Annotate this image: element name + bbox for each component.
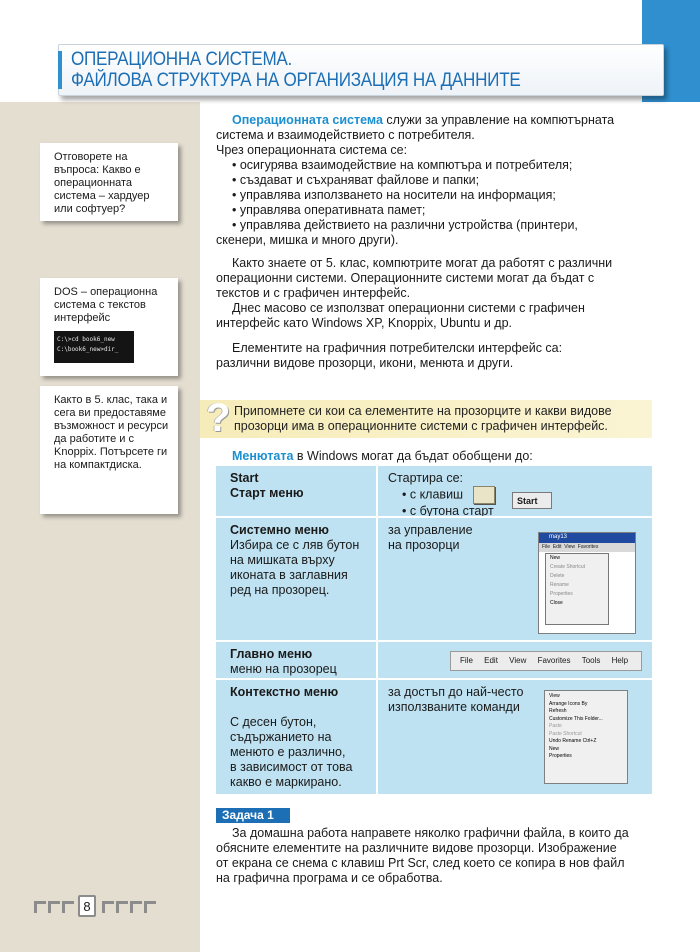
row-desc: за достъп до най-често <box>388 685 524 699</box>
main-menu-screenshot <box>450 651 642 671</box>
paragraph-line: Елементите на графичния потребителски интерфейс са: <box>232 341 563 355</box>
note-text: Отговорете на въпроса: Какво е операционната система – хардуер или софтуер? <box>54 151 150 215</box>
table-cell <box>378 518 652 640</box>
menu-label: Help <box>611 656 629 665</box>
row-desc: за управление <box>388 523 473 537</box>
menu-label: Favorites <box>577 544 599 550</box>
row-text: какво е маркирано. <box>230 775 342 789</box>
context-menu-screenshot <box>544 690 628 784</box>
list-item: • създават и съхраняват файлове и папки; <box>232 173 480 187</box>
task-label: Задача 1 <box>216 808 290 823</box>
window-caption: may13 <box>539 533 635 543</box>
chapter-title <box>58 44 664 96</box>
footer-corner-mark <box>62 901 74 913</box>
os-types-paragraph <box>216 256 656 331</box>
gui-elements-paragraph <box>216 341 656 371</box>
menu-label: View <box>509 656 527 665</box>
table-cell <box>216 518 378 640</box>
paragraph-line: За домашна работа направете няколко графични файла, в които да <box>232 826 629 840</box>
menu-types-table <box>216 466 652 794</box>
menu-item: New <box>549 745 560 752</box>
table-cell <box>378 642 652 678</box>
note-text: DOS – операционна система с текстов интерфейс <box>54 286 158 324</box>
title-accent <box>58 51 62 89</box>
row-text: менюто е различно, <box>230 745 346 759</box>
sidebar-question-note <box>40 143 178 221</box>
intro-text: скенери, мишка и много други). <box>216 233 399 247</box>
row-title: Start <box>230 471 259 485</box>
row-title: Контекстно меню <box>230 685 339 699</box>
menu-label: Edit <box>484 656 498 665</box>
start-button-image: Start <box>512 492 552 509</box>
menu-item: Paste <box>549 723 562 729</box>
title-line-1: ОПЕРАЦИОННА СИСТЕМА. <box>71 49 293 70</box>
remember-text <box>234 404 648 434</box>
table-cell <box>216 466 378 516</box>
dos-line: C:\>cd book6_new <box>57 336 115 343</box>
row-text: ред на прозорец. <box>230 583 330 597</box>
table-cell <box>378 466 652 516</box>
menu-item: Close <box>550 600 563 606</box>
footer-corner-mark <box>144 901 156 913</box>
paragraph-line: интерфейс като Windows XP, Knoppix, Ubuntu и др. <box>216 316 513 330</box>
row-text: съдържанието на <box>230 730 332 744</box>
footer-corner-mark <box>102 901 114 913</box>
menus-intro-text: в Windows могат да бъдат обобщени до: <box>293 449 533 463</box>
menu-label: File <box>542 544 551 550</box>
row-desc: Стартира се: <box>388 471 463 485</box>
table-cell <box>216 680 378 794</box>
task-paragraph <box>216 826 656 886</box>
table-row-main-menu <box>216 640 652 678</box>
row-title: Главно меню <box>230 647 313 661</box>
row-text: на мишката върху <box>230 553 335 567</box>
table-cell <box>216 642 378 678</box>
question-mark-icon: ? <box>206 396 231 440</box>
paragraph-line: различни видове прозорци, икони, менюта и други. <box>216 356 514 370</box>
window-menubar <box>539 543 635 552</box>
system-menu-dropdown <box>545 553 609 625</box>
page-number: 8 <box>78 895 96 917</box>
row-text: меню на прозорец <box>230 662 337 676</box>
intro-paragraph <box>216 113 656 248</box>
menu-label: Tools <box>581 656 601 665</box>
dos-screenshot <box>54 331 134 363</box>
term-os: Операционната система <box>232 113 383 127</box>
list-item: • осигурява взаимодействие на компютъра и потребителя; <box>232 158 573 172</box>
row-text: в зависимост от това <box>230 760 353 774</box>
sidebar-knoppix-note <box>40 386 178 514</box>
footer-corner-mark <box>130 901 142 913</box>
table-row-system-menu <box>216 516 652 640</box>
paragraph-line: Както знаете от 5. клас, компютрите могат да работят с различни <box>232 256 613 270</box>
system-menu-screenshot <box>538 532 636 634</box>
footer-corner-mark <box>116 901 128 913</box>
table-row-context-menu <box>216 678 652 794</box>
menu-item: Properties <box>550 591 573 597</box>
menu-item: New <box>550 555 561 561</box>
menu-item: Undo Rename Ctrl+Z <box>549 738 597 744</box>
menu-label: View <box>564 544 575 550</box>
list-item: • управлява използването на носители на информация; <box>232 188 556 202</box>
intro-text: система и взаимодействието с потребителя. <box>216 128 475 142</box>
row-desc: на прозорци <box>388 538 460 552</box>
row-text: Избира се с ляв бутон <box>230 538 360 552</box>
menu-item: Arrange Icons By <box>549 700 588 707</box>
menu-item: Create Shortcut <box>550 564 586 570</box>
paragraph-line: от екрана се снема с клавиш Prt Scr, след което се копира в нов файл <box>216 856 625 870</box>
list-item: • управлява действието на различни устройства (принтери, <box>232 218 578 232</box>
menu-label: Edit <box>552 544 562 550</box>
table-cell <box>378 680 652 794</box>
menu-label: Favorites <box>537 656 571 665</box>
keyboard-key-icon <box>473 486 495 504</box>
paragraph-line: на графична програма и се обработва. <box>216 871 443 885</box>
menus-intro <box>232 449 533 463</box>
menu-label: File <box>460 656 473 665</box>
table-row-start <box>216 466 652 516</box>
menu-item: Rename <box>550 582 569 588</box>
row-option: • с бутона старт <box>402 504 494 518</box>
footer-corner-mark <box>34 901 46 913</box>
row-title: Системно меню <box>230 523 329 537</box>
intro-text: служи за управление на компютърната <box>382 113 615 127</box>
paragraph-line: обясните елементите на различните видове прозорци. Изображение <box>216 841 617 855</box>
row-desc: използваните команди <box>388 700 520 714</box>
dos-line: C:\book6_new>dir_ <box>57 346 119 353</box>
page-footer <box>34 895 174 919</box>
menu-item: Refresh <box>549 708 567 714</box>
row-text: иконата в заглавния <box>230 568 348 582</box>
menu-item: Properties <box>549 753 572 759</box>
menu-item: View <box>549 693 560 699</box>
menu-item: Customize This Folder... <box>549 715 603 722</box>
list-item: • управлява оперативната памет; <box>232 203 426 217</box>
paragraph-line: Днес масово се използват операционни системи с графичен <box>232 301 585 315</box>
paragraph-line: операционни системи. Операционните системи могат да бъдат с <box>216 271 595 285</box>
sidebar-dos-note <box>40 278 178 376</box>
remember-line: прозорци има в операционните системи с графичен интерфейс. <box>234 419 608 433</box>
remember-line: Припомнете си кои са елементите на прозорците и какви видове <box>234 404 612 418</box>
menu-item: Paste Shortcut <box>549 730 582 737</box>
row-text: С десен бутон, <box>230 715 317 729</box>
term-menus: Менютата <box>232 449 294 463</box>
row-subtitle: Старт меню <box>230 486 304 500</box>
footer-corner-mark <box>48 901 60 913</box>
remember-box <box>200 396 652 440</box>
paragraph-line: текстов и с графичен интерфейс. <box>216 286 411 300</box>
title-line-2: ФАЙЛОВА СТРУКТУРА НА ОРГАНИЗАЦИЯ НА ДАННИТЕ <box>71 70 521 91</box>
menu-item: Delete <box>550 573 565 579</box>
row-option: • с клавиш <box>402 487 464 502</box>
intro-text: Чрез операционната система се: <box>216 143 408 157</box>
note-text: Както в 5. клас, така и сега ви предоставяме възможност и ресурси да работите и с Knoppix. Потърсете ги на компактдиска. <box>54 394 169 471</box>
